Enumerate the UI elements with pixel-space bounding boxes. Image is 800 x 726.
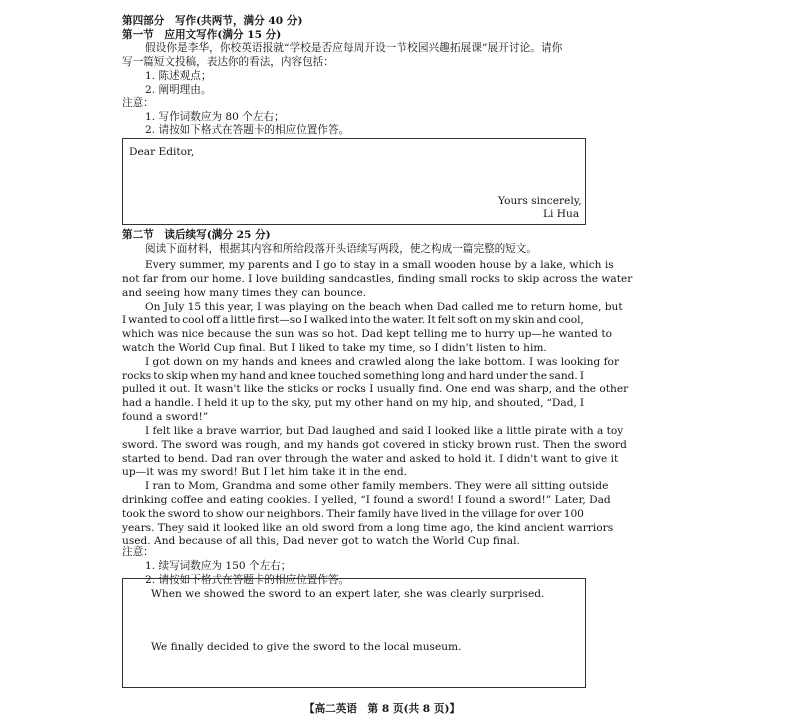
section2-note-2: 2. 请按如下格式在答题卡的相应位置作答。 [145, 574, 350, 586]
story-line: had a handle. I held it up to the sky, put my other hand on my hip, and shouted, “Dad, I [122, 397, 585, 410]
section1-notes-label: 注意： [122, 97, 154, 109]
para2-opening: We finally decided to give the sword to the local museum. [151, 641, 462, 653]
section1-prompt-line2: 写一篇短文投稿，表达你的看法，内容包括： [122, 56, 334, 68]
story-line: took the sword to show our neighbors. Their family have lived in the village for over 100 [122, 507, 584, 520]
story-line: I got down on my hands and knees and crawled along the lake bottom. I was looking for [145, 355, 620, 368]
letter-signature: Li Hua [543, 208, 580, 220]
story-line: used. And because of all this, Dad never got to watch the World Cup final. [122, 535, 520, 548]
section1-prompt-line1: 假设你是李华，你校英语报就“学校是否应每周开设一节校园兴趣拓展课”展开讨论。请你 [145, 42, 563, 54]
section2-notes-label: 注意： [122, 546, 154, 558]
story-line: drinking coffee and eating cookies. I yelled, “I found a sword! I found a sword!” Later, Dad [122, 493, 611, 506]
section1-point-2: 2. 阐明理由。 [145, 84, 212, 96]
story-line: On July 15 this year, I was playing on the beach when Dad called me to return home, but [145, 300, 623, 313]
section1-title: 第一节 应用文写作(满分 15 分) [122, 29, 282, 41]
story-line: started to bend. Dad ran over through the water and asked to hold it. I didn't want to give it [122, 452, 619, 465]
story-line: watch the World Cup final. But I liked to take my time, so I didn't listen to him. [122, 341, 547, 354]
story-line: I felt like a brave warrior, but Dad laughed and said I looked like a little pirate with a toy [145, 424, 624, 437]
story-line: which was nice because the sun was so hot. Dad kept telling me to hurry up—he wanted to [122, 328, 612, 341]
story-line: not far from our home. I love building sandcastles, finding small rocks to skip across the water [122, 272, 633, 285]
story-line: sword. The sword was rough, and my hands got covered in sticky brown rust. Then the sword [122, 438, 627, 451]
story-line: and seeing how many times they can bounce. [122, 286, 367, 299]
story-line: pulled it out. It wasn't like the sticks or rocks I usually find. One end was sharp, and the other [122, 383, 629, 396]
letter-answer-box [122, 138, 586, 225]
story-line: years. They said it looked like an old sword from a long time ago, the kind ancient warriors [122, 521, 614, 534]
continuation-answer-box [122, 578, 586, 688]
section1-note-2: 2. 请按如下格式在答题卡的相应位置作答。 [145, 124, 350, 136]
page-footer: 【高二英语 第 8 页(共 8 页)】 [304, 703, 461, 715]
section1-point-1: 1. 陈述观点； [145, 70, 212, 82]
para1-opening: When we showed the sword to an expert later, she was clearly surprised. [151, 588, 545, 600]
story-line: I ran to Mom, Grandma and some other family members. They were all sitting outside [145, 480, 609, 493]
section2-instruction: 阅读下面材料，根据其内容和所给段落开头语续写两段，使之构成一篇完整的短文。 [145, 243, 537, 255]
section1-note-1: 1. 写作词数应为 80 个左右； [145, 111, 285, 123]
story-line: found a sword!” [122, 411, 209, 423]
story-line: I wanted to cool off a little first—so I walked into the water. It felt soft on my skin and cool, [122, 314, 584, 327]
story-line: up—it was my sword! But I let him take it in the end. [122, 466, 408, 479]
letter-closing: Yours sincerely, [498, 195, 582, 207]
section2-title: 第二节 读后续写(满分 25 分) [122, 229, 271, 241]
story-line: rocks to skip when my hand and knee touched something long and hard under the sand. I [122, 369, 585, 382]
part4-title: 第四部分 写作(共两节，满分 40 分) [122, 15, 303, 27]
letter-greeting: Dear Editor, [129, 146, 195, 158]
section2-note-1: 1. 续写词数应为 150 个左右； [145, 560, 292, 572]
story-line: Every summer, my parents and I go to stay in a small wooden house by a lake, which is [145, 259, 614, 271]
